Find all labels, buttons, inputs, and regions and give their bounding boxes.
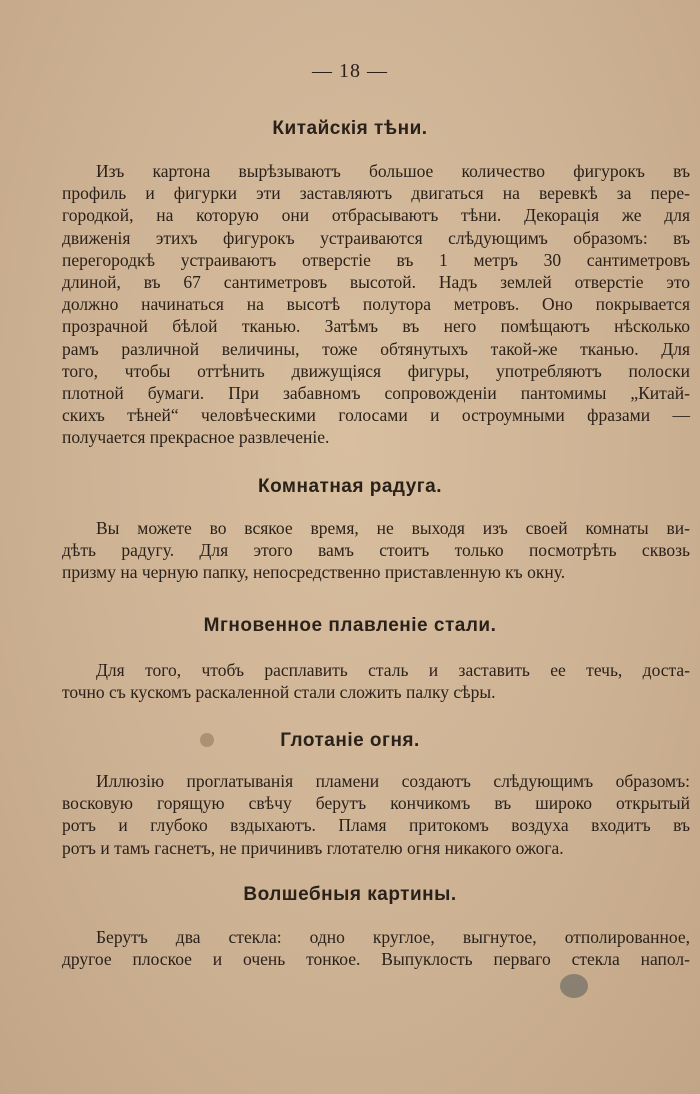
text-line: ротъ и глубоко вздыхаютъ. Пламя притокомъ воздуха входитъ въ (62, 815, 690, 836)
section-paragraph (62, 160, 690, 449)
text-line: профиль и фигурки эти заставляютъ двигаться на веревкѣ за пере- (62, 183, 690, 204)
text-line: Вы можете во всякое время, не выходя изъ своей комнаты ви- (96, 518, 690, 538)
section-heading: Китайскія тѣни. (272, 118, 428, 139)
section-paragraph (62, 926, 690, 970)
text-line: рамъ различной величины, тоже обтянутыхъ такой-же тканью. Для (62, 338, 690, 359)
text-line: дѣть радугу. Для этого вамъ стоитъ только посмотрѣть сквозь (62, 540, 690, 561)
text-line: Для того, чтобъ расплавить сталь и заставить ее течь, доста- (96, 660, 690, 680)
section-paragraph (62, 770, 690, 859)
text-line: Изъ картона вырѣзываютъ большое количество фигурокъ въ (96, 161, 690, 181)
text-line: плотной бумаги. При забавномъ сопровожденіи пантомимы „Китай- (62, 383, 690, 404)
text-line: точно съ кускомъ раскаленной стали сложить палку сѣры. (62, 682, 496, 703)
section-paragraph (62, 517, 690, 584)
text-line: должно начинаться на высотѣ полутора метровъ. Оно покрывается (62, 294, 690, 315)
text-line: другое плоское и очень тонкое. Выпуклость перваго стекла напол- (62, 949, 690, 970)
text-line: получается прекрасное развлеченіе. (62, 427, 330, 448)
text-line: городкой, на которую они отбрасываютъ тѣни. Декорація же для (62, 205, 690, 226)
text-line: ротъ и тамъ гаснетъ, не причинивъ глотателю огня никакого ожога. (62, 837, 564, 858)
text-line: движенія этихъ фигурокъ устраиваются слѣдующимъ образомъ: въ (62, 227, 690, 248)
ink-stain (560, 974, 588, 998)
text-line: перегородкѣ устраиваютъ отверстіе въ 1 метръ 30 сантиметровъ (62, 249, 690, 270)
text-line: скихъ тѣней“ человѣческими голосами и остроумными фразами — (62, 405, 690, 426)
section-paragraph (62, 659, 690, 703)
text-line: длиной, въ 67 сантиметровъ высотой. Надъ землей отверстіе это (62, 272, 690, 293)
page-number: — 18 — (312, 60, 388, 82)
text-line: Иллюзію проглатыванія пламени создаютъ слѣдующимъ образомъ: (96, 771, 690, 791)
section-heading: Комнатная радуга. (257, 476, 443, 497)
section-heading: Мгновенное плавленіе стали. (203, 615, 497, 636)
section-heading: Глотаніе огня. (280, 730, 420, 751)
text-line: прозрачной бѣлой тканью. Затѣмъ въ него помѣщаютъ нѣсколько (62, 316, 690, 337)
text-line: восковую горящую свѣчу берутъ кончикомъ въ широко открытый (62, 793, 690, 814)
text-line: призму на черную папку, непосредственно приставленную къ окну. (62, 562, 566, 583)
text-line: Берутъ два стекла: одно круглое, выгнутое, отполированное, (96, 927, 690, 947)
text-line: того, чтобы оттѣнить движущіяся фигуры, употребляютъ полоски (62, 360, 690, 381)
section-heading: Волшебныя картины. (243, 884, 457, 905)
